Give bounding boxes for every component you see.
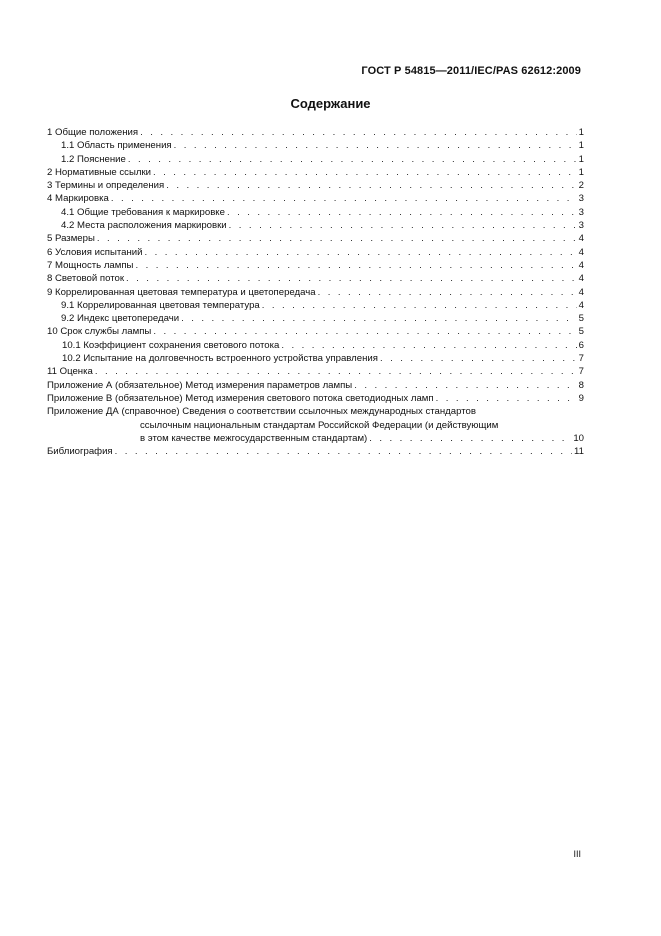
toc-leader-dots: [318, 286, 577, 299]
toc-entry[interactable]: [47, 392, 584, 405]
toc-entry-page: 4: [578, 273, 584, 285]
toc-entry[interactable]: [47, 153, 584, 166]
toc-entry-page: 1: [578, 153, 584, 165]
toc-entry[interactable]: [47, 352, 584, 365]
toc-entry-text: 1 Общие положения: [47, 127, 139, 138]
toc-leader-dots: [369, 432, 571, 445]
toc-entry-text: 10.2 Испытание на долговечность встроенного устройства управления: [62, 353, 378, 365]
toc-entry-text: 4 Маркировка: [47, 193, 109, 205]
toc-entry-page: 9: [578, 392, 584, 404]
toc-leader-dots: [354, 379, 576, 392]
toc-entry-text: 9 Коррелированная цветовая температура и цветопередача: [47, 286, 316, 298]
toc-leader-dots: [145, 246, 577, 259]
toc-entry-annex-da[interactable]: [47, 405, 584, 445]
toc-entry-page: 4: [578, 233, 584, 245]
toc-entry-page: 11: [574, 446, 584, 458]
toc-entry-page: 8: [578, 379, 584, 391]
toc-entry-text: 11 Оценка: [47, 366, 93, 378]
toc-entry-page: 10: [573, 432, 584, 444]
toc-leader-dots: [111, 192, 577, 205]
toc-leader-dots: [135, 259, 576, 272]
toc-leader-dots: [126, 272, 577, 285]
toc-entry-text: 1.1 Область применения: [61, 140, 172, 152]
toc-entry-page: 4: [578, 299, 584, 311]
toc-entry-page: 2: [578, 180, 584, 192]
toc-leader-dots: [380, 352, 577, 365]
toc-entry-page: 6: [578, 339, 584, 351]
toc-entry[interactable]: [47, 192, 584, 205]
toc-entry-page: 1: [578, 127, 584, 138]
toc-entry[interactable]: [47, 139, 584, 152]
toc-entry[interactable]: [47, 166, 584, 179]
toc-entry-page: 4: [578, 259, 584, 271]
toc-entry[interactable]: [47, 272, 584, 285]
toc-leader-dots: [174, 139, 577, 152]
toc-leader-dots: [166, 179, 576, 192]
toc-entry-text: 9.2 Индекс цветопередачи: [61, 313, 180, 325]
toc-entry-page: 4: [578, 286, 584, 298]
toc-entry-page: 3: [578, 220, 584, 232]
toc-entry-text: 10 Срок службы лампы: [47, 326, 152, 338]
toc-entry-page: 1: [578, 140, 584, 152]
toc-entry-text: 4.2 Места расположения маркировки: [61, 220, 227, 232]
table-of-contents: [47, 126, 584, 458]
page-title: Содержание: [290, 96, 371, 111]
toc-leader-dots: [229, 219, 577, 232]
toc-entry[interactable]: [47, 312, 584, 325]
toc-entry-text: 2 Нормативные ссылки: [47, 166, 152, 178]
toc-entry-page: 7: [578, 366, 584, 378]
toc-entry-bibliography[interactable]: [47, 445, 584, 458]
toc-entry-text: Приложение ДА (справочное) Сведения о соответствии ссылочных международных стандартов: [47, 406, 476, 418]
toc-entry-text: 1.2 Пояснение: [61, 153, 126, 165]
toc-entry[interactable]: [47, 325, 584, 338]
toc-entry[interactable]: [47, 246, 584, 259]
page-number: III: [573, 849, 581, 859]
toc-entry-page: 3: [578, 206, 584, 218]
document-id-header: ГОСТ Р 54815—2011/IEC/PAS 62612:2009: [361, 65, 581, 77]
toc-leader-dots: [95, 365, 577, 378]
toc-entry-page: 7: [578, 353, 584, 365]
toc-leader-dots: [181, 312, 577, 325]
toc-entry[interactable]: [47, 232, 584, 245]
toc-entry-text: 10.1 Коэффициент сохранения светового потока: [62, 339, 280, 351]
toc-leader-dots: [153, 166, 577, 179]
toc-entry-page: 5: [578, 313, 584, 325]
toc-leader-dots: [140, 126, 577, 139]
toc-leader-dots: [97, 232, 577, 245]
toc-entry-page: 3: [578, 193, 584, 205]
toc-entry[interactable]: [47, 259, 584, 272]
toc-leader-dots: [281, 339, 576, 352]
toc-leader-dots: [128, 153, 577, 166]
toc-leader-dots: [227, 206, 577, 219]
toc-entry-text: 9.1 Коррелированная цветовая температура: [61, 299, 260, 311]
toc-entry[interactable]: [47, 339, 584, 352]
toc-entry-page: 5: [578, 326, 584, 338]
toc-entry-text: Приложение А (обязательное) Метод измерения параметров лампы: [47, 379, 353, 391]
toc-entry-page: 4: [578, 246, 584, 258]
toc-leader-dots: [115, 445, 572, 458]
toc-entry-text: 6 Условия испытаний: [47, 246, 143, 258]
toc-entry-text: 8 Световой поток: [47, 273, 125, 285]
toc-entry-text: 7 Мощность лампы: [47, 259, 134, 271]
toc-entry-text-cont: в этом качестве межгосударственным стандартам): [140, 432, 368, 444]
toc-entry-text-cont: ссылочным национальным стандартам Российской Федерации (и действующим: [140, 419, 499, 431]
toc-leader-dots: [262, 299, 577, 312]
toc-entry[interactable]: [47, 365, 584, 378]
toc-entry[interactable]: [47, 299, 584, 312]
toc-leader-dots: [153, 325, 576, 338]
toc-entry[interactable]: [47, 206, 584, 219]
toc-entry[interactable]: [47, 286, 584, 299]
toc-entry-text: 5 Размеры: [47, 233, 95, 245]
toc-leader-dots: [436, 392, 577, 405]
toc-entry[interactable]: [47, 379, 584, 392]
toc-entry-page: 1: [578, 166, 584, 178]
toc-entry-text: Приложение В (обязательное) Метод измерения светового потока светодиодных ламп: [47, 392, 434, 404]
toc-entry[interactable]: [47, 219, 584, 232]
toc-entry[interactable]: [47, 126, 584, 139]
toc-entry-text: Библиография: [47, 446, 113, 458]
toc-entry[interactable]: [47, 179, 584, 192]
toc-entry-text: 4.1 Общие требования к маркировке: [61, 206, 225, 218]
toc-entry-text: 3 Термины и определения: [47, 180, 165, 192]
